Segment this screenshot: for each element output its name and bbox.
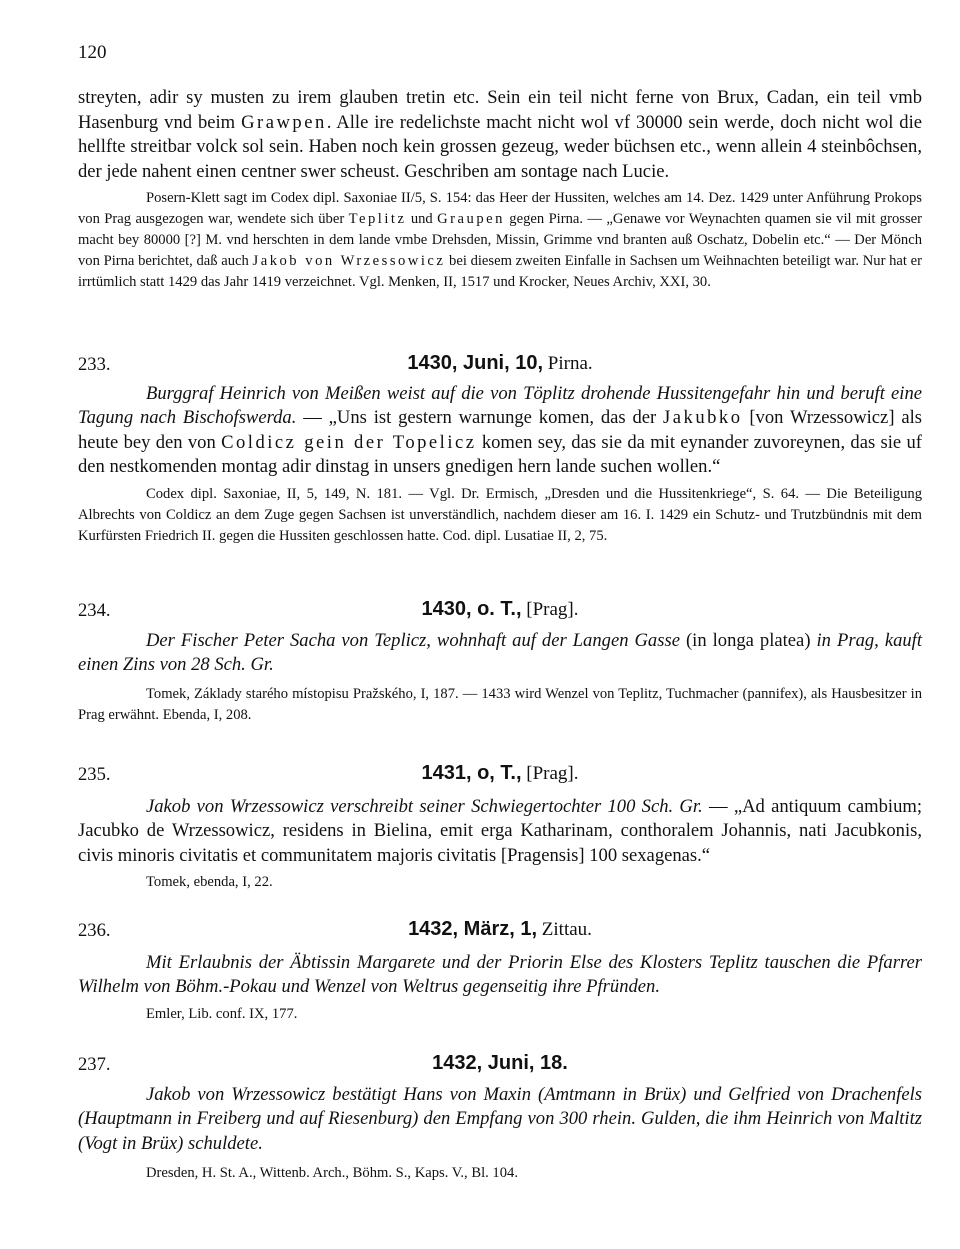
entry-237-source: Dresden, H. St. A., Wittenb. Arch., Böhm. S., Kaps. V., Bl. 104.	[146, 1165, 518, 1181]
entry-236-source: Emler, Lib. conf. IX, 177.	[146, 1006, 298, 1022]
entry-234-heading	[78, 598, 922, 624]
intro-footnote: Posern-Klett sagt im Codex dipl. Saxoniae II/5, S. 154: das Heer der Hussiten, welches am 14. Dez. 1429 unter Anführung Prokops von Prag ausgezogen war, wendete sich über Teplitz und Graupen gegen Pirna. — „Genawe vor Weynachten quamen sie vil mit grosser macht bey 80000 [?] M. vnd herschten in dem lande vmbe Drehsden, Missin, Grimme vnd branten auß Oschatz, Dobelin etc.“ — Der Mönch von Pirna berichtet, daß auch Jakob von Wrzessowicz bei diesem zweiten Einfalle in Sachsen um Weihnachten beteiligt war. Nur hat er irrtümlich statt 1429 das Jahr 1419 verzeichnet. Vgl. Menken, II, 1517 und Krocker, Neues Archiv, XXI, 30.	[78, 190, 922, 290]
entry-date: 1430, Juni, 10, Pirna.	[407, 352, 593, 374]
entry-date: 1431, o, T., [Prag].	[421, 762, 579, 784]
intro-paragraph: streyten, adir sy musten zu irem glauben tretin etc. Sein ein teil nicht ferne von Brux, Cadan, ein teil vmb Hasenburg vnd beim Grawpen. Alle ire redelichste macht nicht wol vf 30000 sein werde, doch nicht wol die hellfte streitbar volck sol sein. Haben noch kein grossen gezeug, weder büchsen etc., wenn allein 4 steinbôchsen, der jede nahent einen centner swer scheust. Geschriben am sontage nach Lucie.	[78, 87, 923, 182]
page-number: 120	[78, 42, 107, 63]
entry-233-regest: Burggraf Heinrich von Meißen weist auf die von Töplitz drohende Hussitengefahr hin und beruft eine Tagung nach Bischofswerda. — „Uns ist gestern warnunge komen, das der Jakubko [von Wrzessowicz] als heute bey den von Coldicz gein der Topelicz komen sey, das sie da mit eynander zuvoreynen, das sie uf den nestkomenden montag adir dinstag in unsers gnedigen hern lande suchen wollen.“	[78, 383, 922, 478]
entry-date: 1432, Juni, 18.	[432, 1052, 568, 1074]
entry-235-heading	[78, 762, 922, 788]
entry-number: 235.	[78, 764, 111, 785]
entry-233-source: Codex dipl. Saxoniae, II, 5, 149, N. 181. — Vgl. Dr. Ermisch, „Dresden und die Hussitenkriege“, S. 64. — Die Beteiligung Albrechts von Coldicz an dem Zuge gegen Sachsen ist unverständlich, nachdem dieser am 16. I. 1429 ein Schutz- und Trutzbündnis mit dem Kurfürsten Friedrich II. gegen die Hussiten geschlossen hatte. Cod. dipl. Lusatiae II, 2, 75.	[78, 486, 922, 544]
entry-235-regest: Jakob von Wrzessowicz verschreibt seiner Schwiegertochter 100 Sch. Gr. — „Ad antiquum cambium; Jacubko de Wrzessowicz, residens in Bielina, emit erga Katharinam, conthoralem Johannis, nati Jacubkonis, civis minoris civitatis et communitatem majoris civitatis [Pragensis] 100 sexagenas.“	[78, 796, 922, 866]
entry-234-regest: Der Fischer Peter Sacha von Teplicz, wohnhaft auf der Langen Gasse (in longa platea) in Prag, kauft einen Zins von 28 Sch. Gr.	[78, 630, 922, 676]
entry-number: 234.	[78, 600, 111, 621]
entry-237-regest: Jakob von Wrzessowicz bestätigt Hans von Maxin (Amtmann in Brüx) und Gelfried von Drachenfels (Hauptmann in Freiberg und auf Riesenburg) den Empfang von 300 rhein. Gulden, die ihm Heinrich von Maltitz (Vogt in Brüx) schuldete.	[78, 1084, 922, 1154]
entry-237-heading	[78, 1052, 922, 1078]
entry-number: 237.	[78, 1054, 111, 1075]
entry-number: 233.	[78, 354, 111, 375]
entry-236-regest: Mit Erlaubnis der Äbtissin Margarete und der Priorin Else des Klosters Teplitz tauschen die Pfarrer Wilhelm von Böhm.-Pokau und Wenzel von Weltrus gegenseitig ihre Pfründen.	[78, 952, 922, 998]
entry-234-source: Tomek, Základy starého místopisu Pražského, I, 187. — 1433 wird Wenzel von Teplitz, Tuchmacher (pannifex), als Hausbesitzer in Prag erwähnt. Ebenda, I, 208.	[78, 686, 922, 723]
entry-number: 236.	[78, 920, 111, 941]
entry-236-heading	[78, 918, 922, 944]
entry-date: 1430, o. T., [Prag].	[421, 598, 579, 620]
entry-235-source: Tomek, ebenda, I, 22.	[146, 874, 273, 890]
entry-233-heading	[78, 352, 922, 378]
entry-date: 1432, März, 1, Zittau.	[408, 918, 592, 940]
